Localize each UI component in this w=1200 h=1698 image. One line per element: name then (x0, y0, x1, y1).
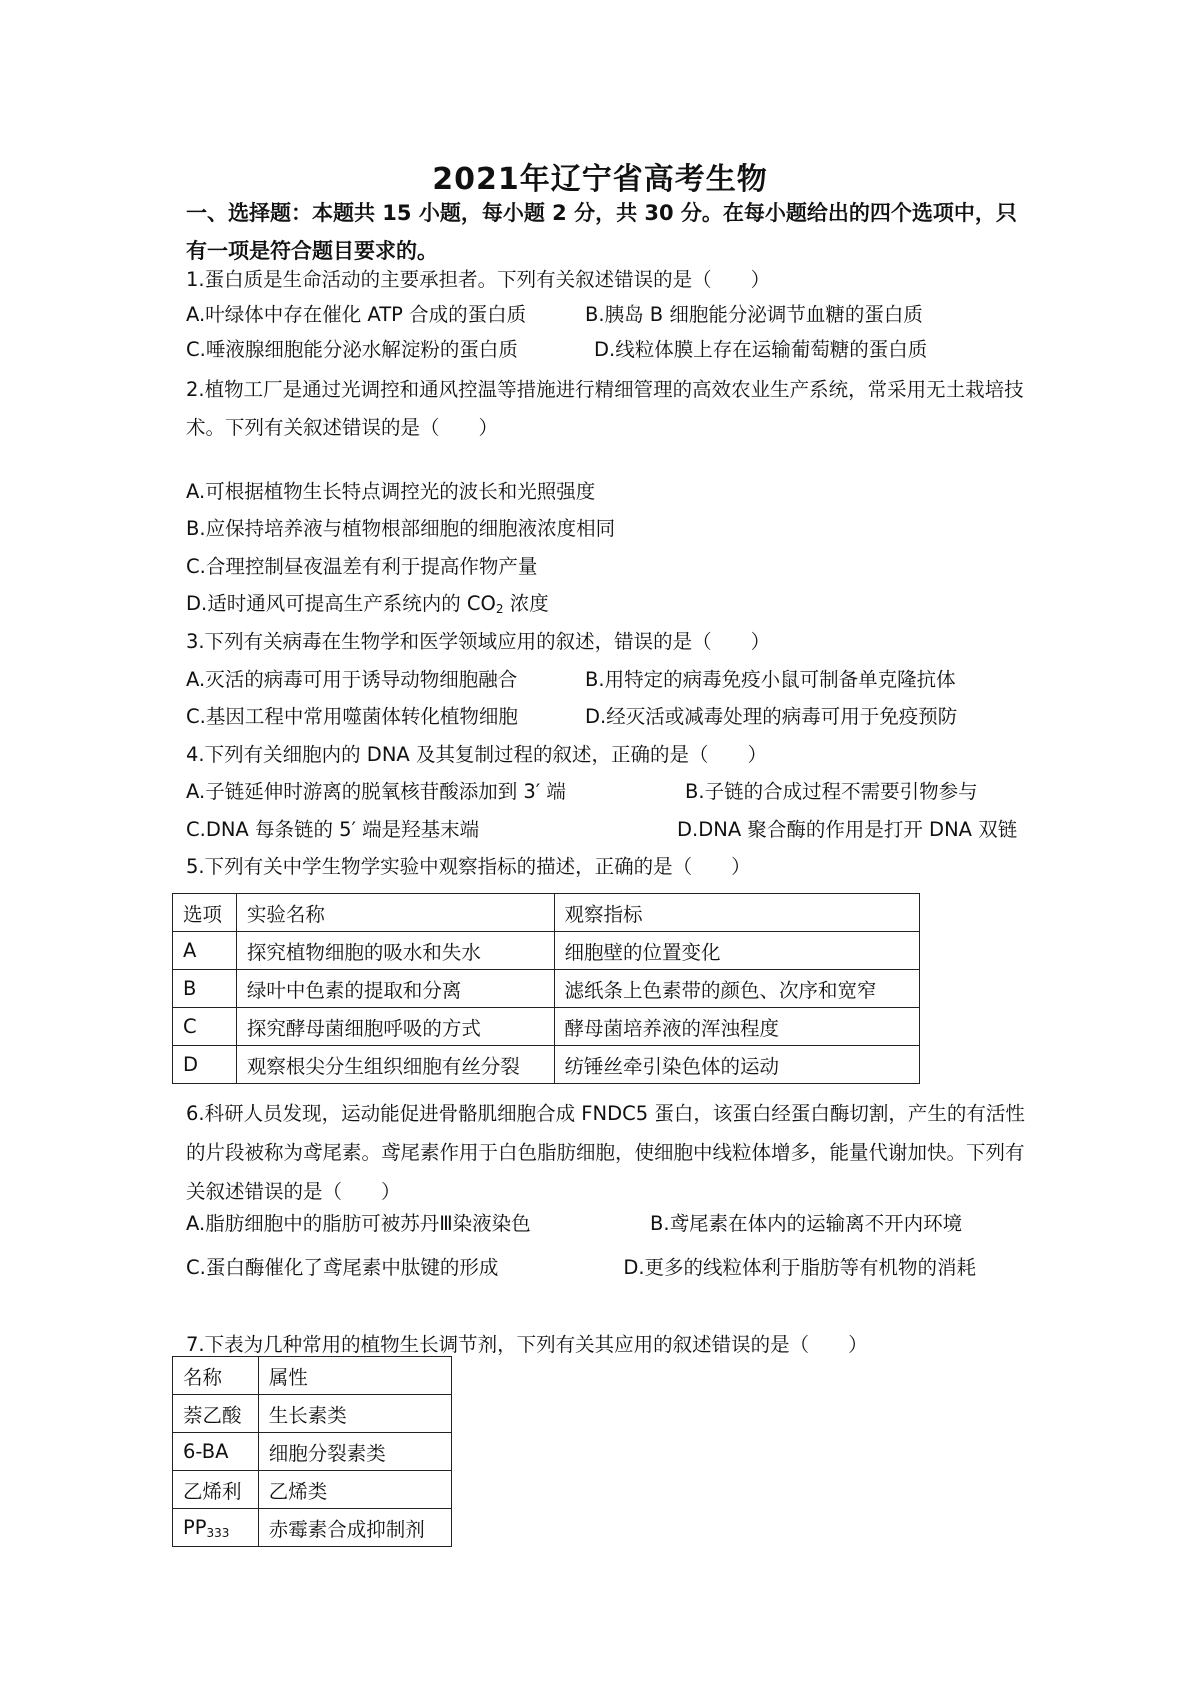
question-6-stem: 6.科研人员发现，运动能促进骨骼肌细胞合成 FNDC5 蛋白，该蛋白经蛋白酶切割，产生的有活性的片段被称为鸢尾素。鸢尾素作用于白色脂肪细胞，使细胞中线粒体增多，能量代谢加快。下列有关叙述错误的是（ ） (186, 1102, 1025, 1203)
question-6-option-c: C.蛋白酶催化了鸢尾素中肽键的形成 (186, 1256, 499, 1279)
table-row (173, 1433, 452, 1471)
page-title: 2021年辽宁省高考生物 (432, 162, 768, 197)
question-2-option-a: A.可根据植物生长特点调控光的波长和光照强度 (186, 480, 596, 503)
question-3-stem: 3.下列有关病毒在生物学和医学领域应用的叙述，错误的是（ ） (186, 630, 771, 653)
table-cell: 乙烯利 (173, 1471, 259, 1509)
table-row (173, 894, 920, 932)
table-row (173, 1008, 920, 1046)
table-row (173, 1046, 920, 1084)
table-row (173, 932, 920, 970)
question-1-option-a: A.叶绿体中存在催化 ATP 合成的蛋白质 (186, 303, 527, 326)
question-4-option-d: D.DNA 聚合酶的作用是打开 DNA 双链 (677, 818, 1018, 841)
question-4-option-b: B.子链的合成过程不需要引物参与 (685, 780, 978, 803)
table-cell: 酵母菌培养液的浑浊程度 (554, 1008, 919, 1046)
question-5-table (172, 893, 920, 1084)
question-3-option-a: A.灭活的病毒可用于诱导动物细胞融合 (186, 668, 518, 691)
table-cell: 观察指标 (554, 894, 919, 932)
table-cell: 乙烯类 (258, 1471, 451, 1509)
question-2-option-c: C.合理控制昼夜温差有利于提高作物产量 (186, 555, 538, 578)
table-cell: 赤霉素合成抑制剂 (258, 1509, 451, 1547)
question-6-options-cd (186, 1249, 1036, 1287)
question-4-option-c: C.DNA 每条链的 5′ 端是羟基末端 (186, 818, 480, 841)
table-row (173, 1471, 452, 1509)
table-cell: 选项 (173, 894, 237, 932)
question-1-option-b: B.胰岛 B 细胞能分泌调节血糖的蛋白质 (585, 303, 923, 326)
table-cell: C (173, 1008, 237, 1046)
question-6-option-a: A.脂肪细胞中的脂肪可被苏丹Ⅲ染液染色 (186, 1212, 531, 1235)
section-heading: 一、选择题：本题共 15 小题，每小题 2 分，共 30 分。在每小题给出的四个选项中，只有一项是符合题目要求的。 (186, 201, 1017, 263)
table-cell: D (173, 1046, 237, 1084)
question-7-stem: 7.下表为几种常用的植物生长调节剂，下列有关其应用的叙述错误的是（ ） (186, 1333, 868, 1356)
question-2-option-d: D.适时通风可提高生产系统内的 $CO_2$ 浓度 (186, 592, 549, 616)
table-cell: 实验名称 (236, 894, 554, 932)
table-row (173, 1357, 452, 1395)
table-cell: 细胞分裂素类 (258, 1433, 451, 1471)
question-1-stem: 1.蛋白质是生命活动的主要承担者。下列有关叙述错误的是（ ） (186, 268, 771, 291)
question-4-stem: 4.下列有关细胞内的 DNA 及其复制过程的叙述，正确的是（ ） (186, 743, 767, 766)
question-2-stem: 2.植物工厂是通过光调控和通风控温等措施进行精细管理的高效农业生产系统，常采用无土栽培技术。下列有关叙述错误的是（ ） (186, 378, 1024, 439)
table-cell: A (173, 932, 237, 970)
question-3-option-c: C.基因工程中常用噬菌体转化植物细胞 (186, 705, 518, 728)
table-row (173, 1395, 452, 1433)
table-row (173, 970, 920, 1008)
table-cell: 生长素类 (258, 1395, 451, 1433)
question-3-option-d: D.经灭活或减毒处理的病毒可用于免疫预防 (585, 705, 958, 728)
question-7-table (172, 1356, 452, 1547)
table-cell: 名称 (173, 1357, 259, 1395)
question-6-option-d: D.更多的线粒体利于脂肪等有机物的消耗 (623, 1256, 977, 1279)
table-row (173, 1509, 452, 1547)
table-cell: B (173, 970, 237, 1008)
table-cell: 纺锤丝牵引染色体的运动 (554, 1046, 919, 1084)
question-5-stem: 5.下列有关中学生物学实验中观察指标的描述，正确的是（ ） (186, 855, 751, 878)
table-cell: 滤纸条上色素带的颜色、次序和宽窄 (554, 970, 919, 1008)
table-cell: 观察根尖分生组织细胞有丝分裂 (236, 1046, 554, 1084)
question-6-option-b: B.鸢尾素在体内的运输离不开内环境 (650, 1212, 963, 1235)
table-cell: 属性 (258, 1357, 451, 1395)
table-cell: 萘乙酸 (173, 1395, 259, 1433)
question-2-option-b: B.应保持培养液与植物根部细胞的细胞液浓度相同 (186, 517, 616, 540)
question-1-option-c: C.唾液腺细胞能分泌水解淀粉的蛋白质 (186, 338, 518, 361)
table-cell: 细胞壁的位置变化 (554, 932, 919, 970)
question-4-option-a: A.子链延伸时游离的脱氧核苷酸添加到 3′ 端 (186, 780, 566, 803)
question-1-option-d: D.线粒体膜上存在运输葡萄糖的蛋白质 (594, 338, 928, 361)
table-cell: 绿叶中色素的提取和分离 (236, 970, 554, 1008)
table-cell: 6-BA (173, 1433, 259, 1471)
table-cell: $PP_{333}$ (173, 1509, 259, 1547)
table-cell: 探究酵母菌细胞呼吸的方式 (236, 1008, 554, 1046)
question-3-option-b: B.用特定的病毒免疫小鼠可制备单克隆抗体 (585, 668, 956, 691)
table-cell: 探究植物细胞的吸水和失水 (236, 932, 554, 970)
